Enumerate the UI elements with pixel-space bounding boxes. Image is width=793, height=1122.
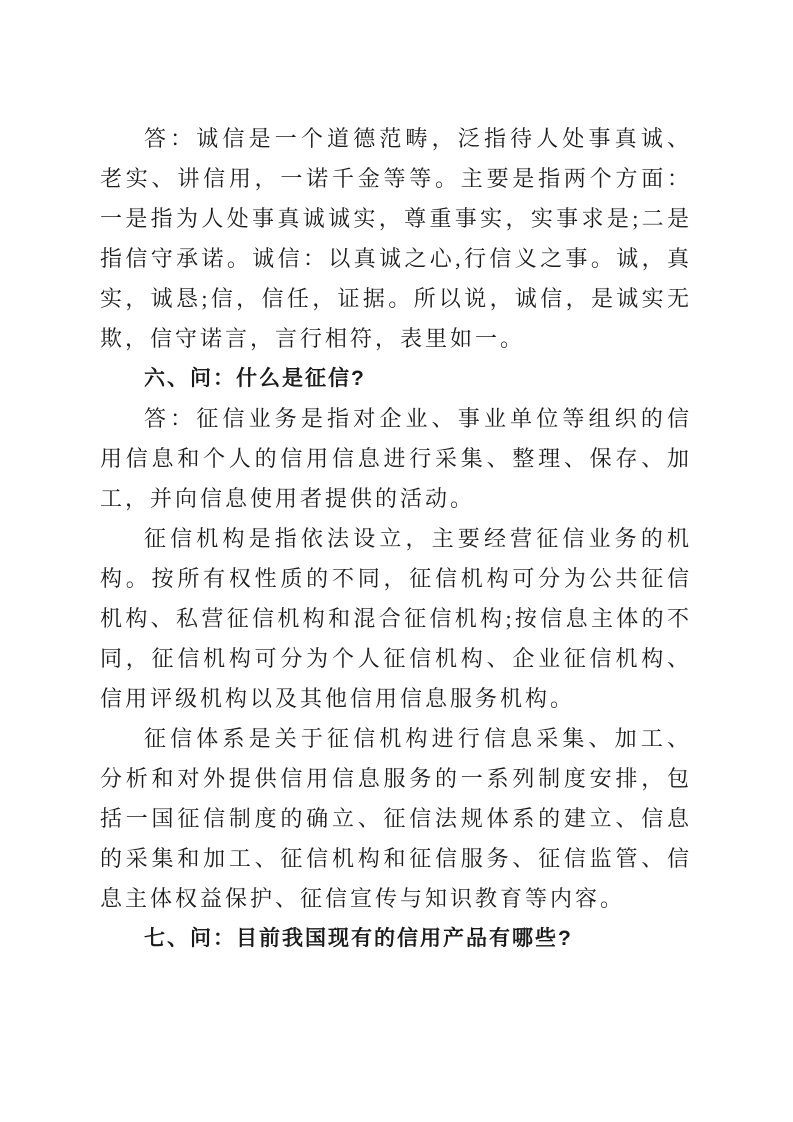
- answer-paragraph-credit-agencies: 征信机构是指依法设立，主要经营征信业务的机构。按所有权性质的不同，征信机构可分为公共征信机构、私营征信机构和混合征信机构;按信息主体的不同，征信机构可分为个人征信机构、企业征信机构、信用评级机构以及其他信用信息服务机构。: [100, 526, 692, 711]
- answer-paragraph-honesty: 答：诚信是一个道德范畴，泛指待人处事真诚、老实、讲信用，一诺千金等等。主要是指两个方面：一是指为人处事真诚诚实，尊重事实，实事求是;二是指信守承诺。诚信：以真诚之心,行信义之事。诚，真实，诚恳;信，信任，证据。所以说，诚信，是诚实无欺，信守诺言，言行相符，表里如一。: [100, 126, 692, 351]
- answer-paragraph-credit-business: 答：征信业务是指对企业、事业单位等组织的信用信息和个人的信用信息进行采集、整理、保存、加工，并向信息使用者提供的活动。: [100, 406, 692, 511]
- document-content: [100, 119, 692, 959]
- question-heading-7: 七、问：目前我国现有的信用产品有哪些?: [144, 927, 573, 950]
- answer-paragraph-credit-system: 征信体系是关于征信机构进行信息采集、加工、分析和对外提供信用信息服务的一系列制度安排，包括一国征信制度的确立、征信法规体系的建立、信息的采集和加工、征信机构和征信服务、征信监管、信息主体权益保护、征信宣传与知识教育等内容。: [100, 726, 692, 911]
- question-heading-6: 六、问：什么是征信?: [144, 367, 366, 390]
